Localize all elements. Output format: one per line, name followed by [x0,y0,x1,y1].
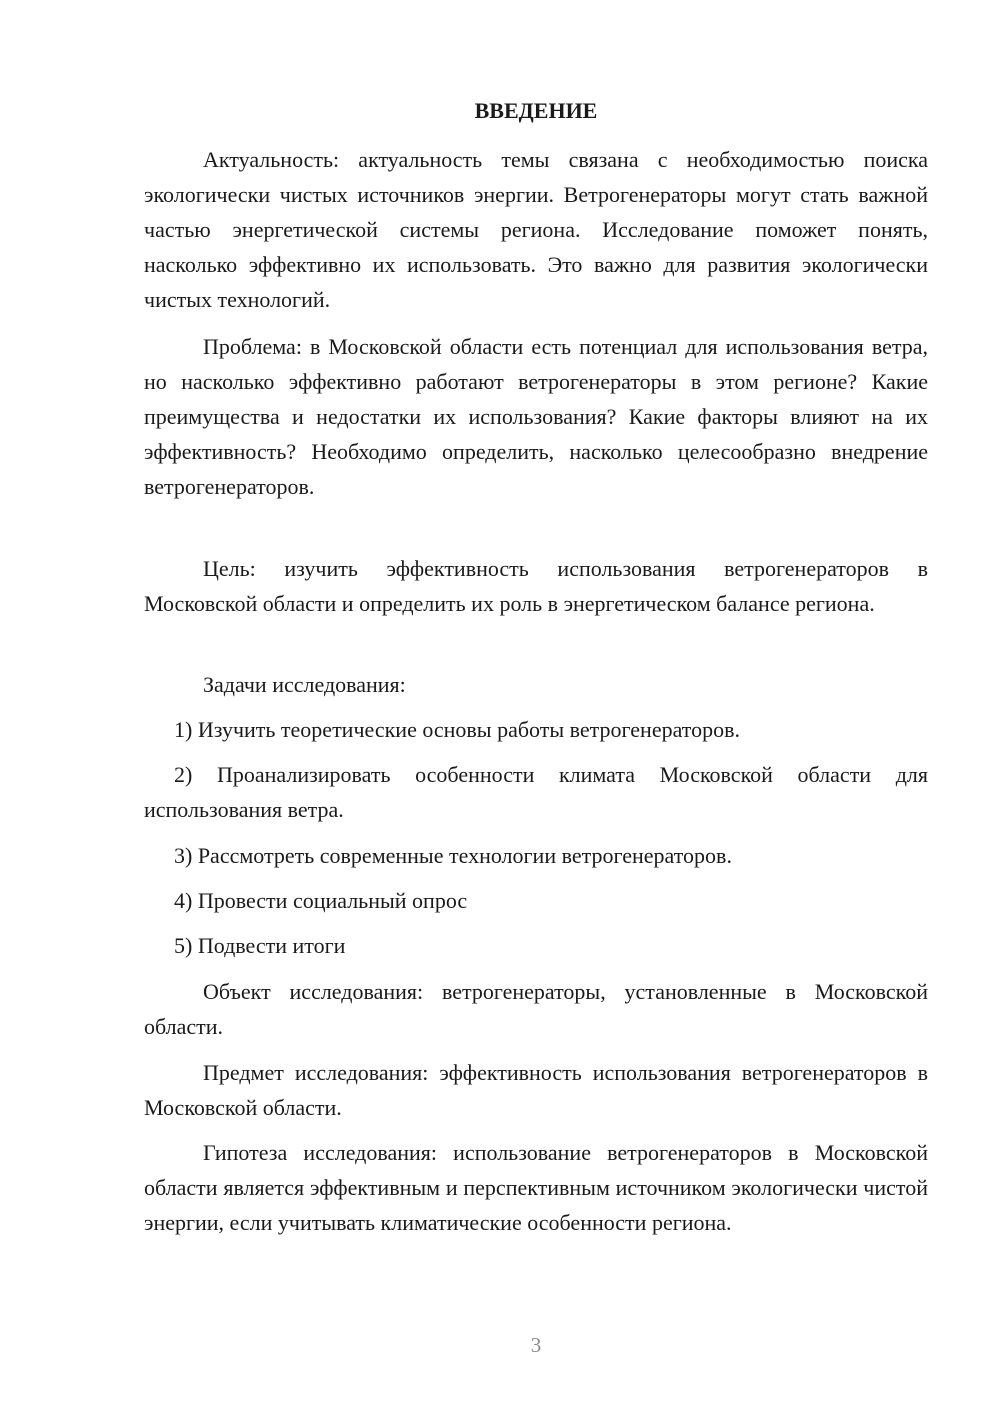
object-paragraph: Объект исследования: ветрогенераторы, установленные в Московской области. [144,979,928,1039]
hypothesis-paragraph: Гипотеза исследования: использование ветрогенераторов в Московской области является эффективным и перспективным источником экологически чистой энергии, если учитывать климатические особенности региона. [144,1140,928,1235]
goal-paragraph: Цель: изучить эффективность использования ветрогенераторов в Московской области и определить их роль в энергетическом балансе региона. [144,556,928,616]
task-item: 4) Провести социальный опрос [174,888,468,913]
page-number: 3 [530,1333,542,1357]
tasks-heading: Задачи исследования: [203,672,406,697]
problem-paragraph: Проблема: в Московской области есть потенциал для использования ветра, но насколько эффективно работают ветрогенераторы в этом регионе? Какие преимущества и недостатки их использования? Какие факторы влияют на их эффективность? Необходимо определить, насколько целесообразно внедрение ветрогенераторов. [144,334,928,499]
relevance-paragraph: Актуальность: актуальность темы связана с необходимостью поиска экологически чистых источников энергии. Ветрогенераторы могут стать важной частью энергетической системы региона. Исследование поможет понять, насколько эффективно их использовать. Это важно для развития экологически чистых технологий. [144,147,928,312]
task-item: 1) Изучить теоретические основы работы ветрогенераторов. [174,717,740,742]
task-item: 3) Рассмотреть современные технологии ветрогенераторов. [174,843,732,868]
task-item: 2) Проанализировать особенности климата Московской области для использования ветра. [144,762,928,822]
task-item: 5) Подвести итоги [174,933,346,958]
subject-paragraph: Предмет исследования: эффективность использования ветрогенераторов в Московской области. [144,1060,928,1120]
section-title: ВВЕДЕНИЕ [474,98,598,123]
